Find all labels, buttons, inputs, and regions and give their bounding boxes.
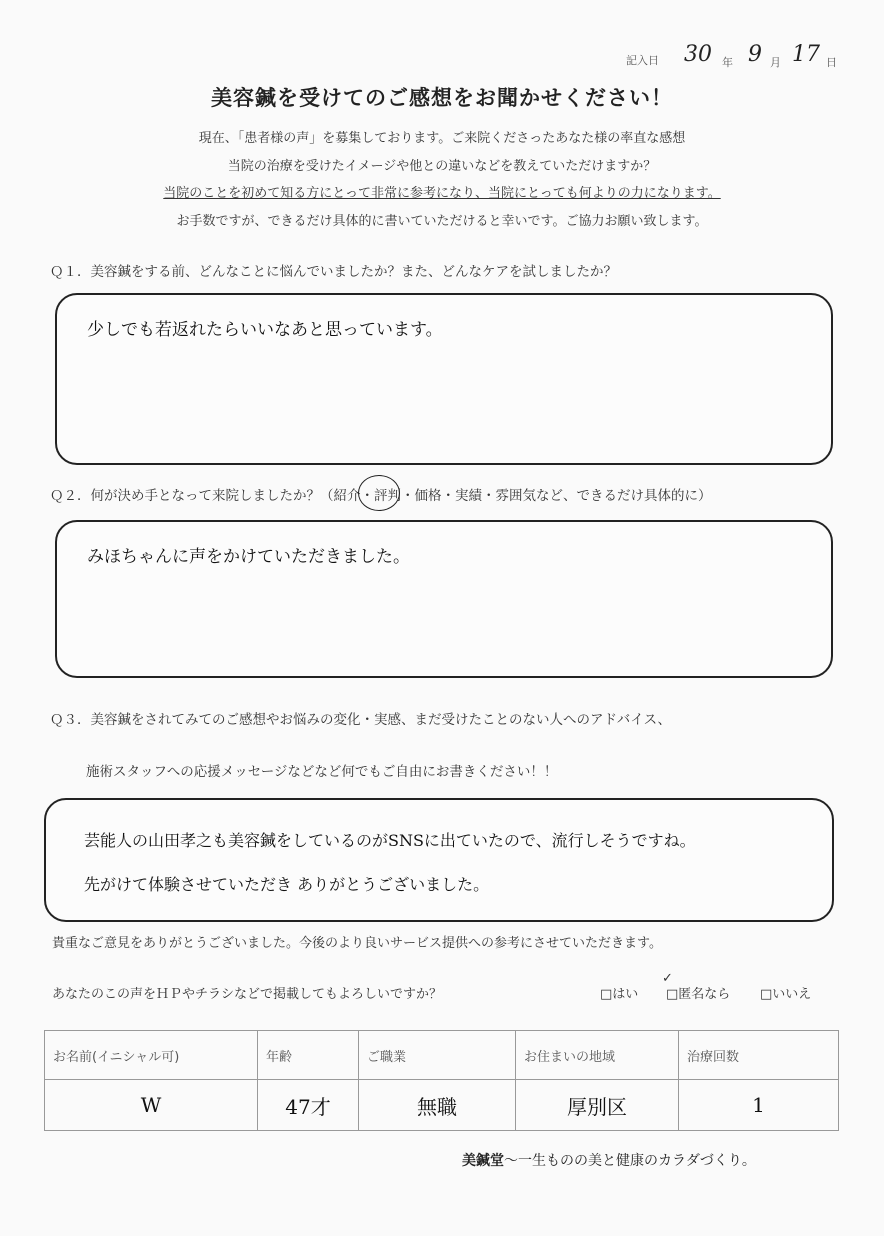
q2-circled-option-mark [358,475,400,511]
intro-line-2: 当院の治療を受けたイメージや他との違いなどを教えていただけますか？ [227,159,657,174]
intro-line-1: 現在、「患者様の声」を募集しております。ご来院くださったあなた様の率直な感想 [198,131,686,146]
date-label: 記入日 [626,54,659,67]
q3-answer-line-1: 芸能人の山田孝之も美容鍼をしているのがSNSに出ていたので、流行しそうですね。 [84,831,696,850]
footer [462,1150,756,1170]
consent-option-anonymous[interactable]: □匿名なら [666,987,731,1002]
value-age: 47才 [258,1080,359,1131]
page-title: 美容鍼を受けてのご感想をお聞かせください！ [211,86,673,110]
date-day-unit: 日 [826,56,837,69]
header-name: お名前(イニシャル可) [45,1031,258,1080]
intro-line-3: 当院のことを初めて知る方にとって非常に参考になり、当院にとっても何よりの力になります。 [163,186,721,201]
check-mark-icon: ✓ [662,971,673,986]
entry-date [620,40,860,74]
date-year: 30 [684,42,712,67]
header-area: お住まいの地域 [516,1031,679,1080]
intro-line-4: お手数ですが、できるだけ具体的に書いていただけると幸いです。ご協力お願い致します。 [176,214,708,229]
respondent-info-table [44,1030,839,1131]
header-occupation: ご職業 [359,1031,516,1080]
header-age: 年齢 [258,1031,359,1080]
q2-answer-box [55,520,833,678]
date-day: 17 [792,42,820,67]
value-area: 厚別区 [516,1080,679,1131]
q1-answer-box [55,293,833,465]
thanks-message: 貴重なご意見をありがとうございました。今後のより良いサービス提供への参考にさせていただきます。 [52,936,662,951]
date-year-unit: 年 [722,56,733,69]
date-month: 9 [748,42,762,67]
footer-brand: 美鍼堂 [462,1153,504,1169]
q1-question: Ｑ１．美容鍼をする前、どんなことに悩んでいましたか？また、どんなケアを試しましたか？ [50,264,617,280]
q3-answer-line-2: 先がけて体験させていただき ありがとうございました。 [84,875,490,894]
consent-option-yes[interactable]: □はい [600,987,639,1002]
q2-answer: みほちゃんに声をかけていただきました。 [87,547,410,567]
value-occupation: 無職 [359,1080,516,1131]
q2-question: Ｑ２．何が決め手となって来院しましたか？（紹介・評判・価格・実績・雰囲気など、できるだけ具体的に） [50,488,712,504]
q3-answer-box [44,798,834,922]
consent-question: あなたのこの声をＨＰやチラシなどで掲載してもよろしいですか？ [52,987,443,1002]
date-month-unit: 月 [770,56,781,69]
q3-question-line-2: 施術スタッフへの応援メッセージなどなど何でもご自由にお書きください！！ [86,764,558,780]
consent-option-no[interactable]: □いいえ [760,987,812,1002]
value-name: W [45,1080,258,1131]
q1-answer: 少しでも若返れたらいいなあと思っています。 [87,320,443,340]
footer-tagline: 〜一生ものの美と健康のカラダづくり。 [504,1153,756,1169]
value-visit-count: 1 [679,1080,839,1131]
consent-options [600,971,840,1007]
header-visit-count: 治療回数 [679,1031,839,1080]
q3-question-line-1: Ｑ３．美容鍼をされてみてのご感想やお悩みの変化・実感、まだ受けたことのない人へのアドバイス、 [50,712,671,728]
